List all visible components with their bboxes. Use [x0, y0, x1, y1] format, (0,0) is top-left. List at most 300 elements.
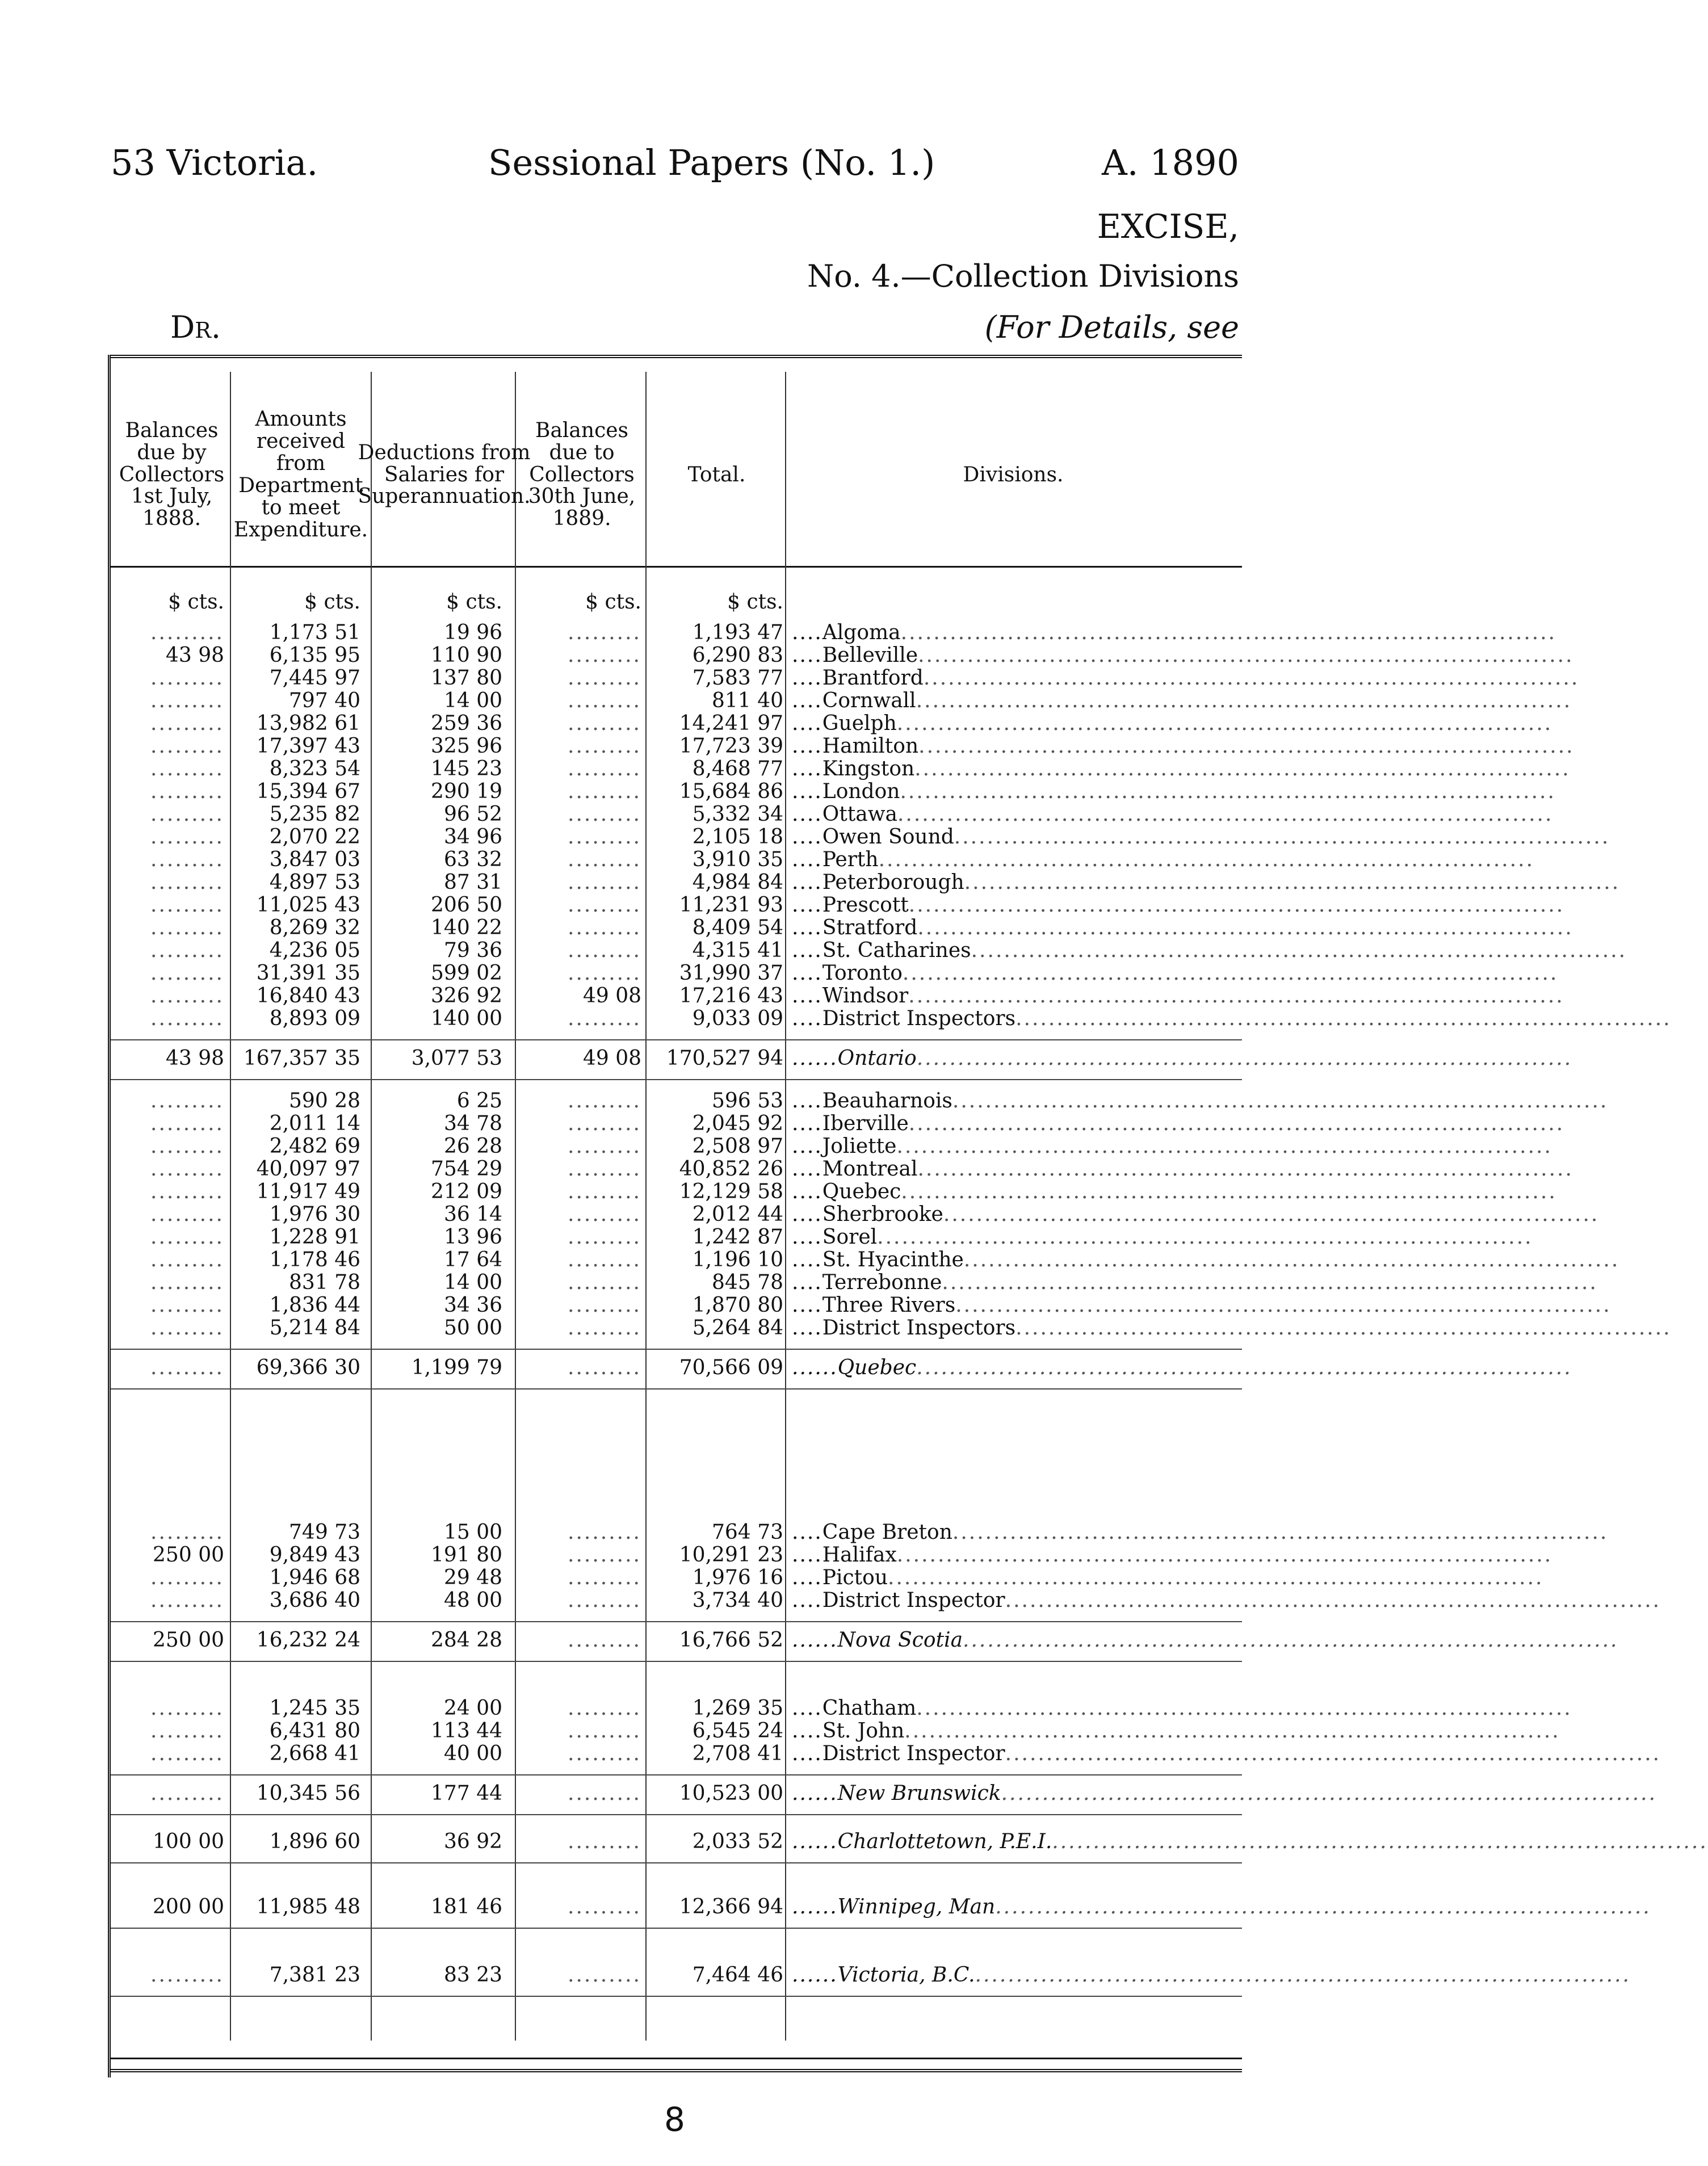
cell-value: 11,917 49 — [256, 1180, 360, 1203]
table-row — [111, 939, 1627, 962]
table-row — [111, 757, 1571, 780]
subtotal-rule — [111, 1621, 1242, 1622]
cell-leader-dots: ......... — [568, 1521, 641, 1544]
table-row — [111, 644, 1574, 667]
table-row — [111, 1203, 1600, 1226]
cell-value: 167,357 35 — [243, 1047, 360, 1070]
cell-value: 1,896 60 — [269, 1830, 360, 1853]
col-head-total: Total. — [687, 463, 746, 486]
table-row — [111, 734, 1575, 758]
cell-value: 8,323 54 — [269, 757, 360, 780]
division-label: ....Owen Sound................................................................................ — [792, 825, 1610, 849]
cell-value: 6,431 80 — [269, 1719, 360, 1743]
cell-leader-dots: ......... — [568, 1719, 641, 1743]
province-label: ......New Brunswick................................................................................ — [792, 1782, 1657, 1805]
cell-value: 177 44 — [431, 1782, 502, 1805]
cell-value: 13,982 61 — [256, 712, 360, 735]
division-label: ....Ottawa................................................................................ — [792, 803, 1554, 826]
cell-value: 1,173 51 — [269, 621, 360, 644]
subtotal-row — [111, 1356, 1572, 1379]
sessional-papers-header: Sessional Papers (No. 1.) — [488, 142, 935, 183]
division-label: ....Prescott................................................................................ — [792, 893, 1565, 917]
division-label: ....District Inspector................................................................................ — [792, 1589, 1661, 1612]
subtotal-row — [111, 1895, 1651, 1919]
division-name: Charlottetown, P.E.I. — [837, 1830, 1052, 1853]
division-label: ....St. Hyacinthe................................................................................ — [792, 1248, 1620, 1271]
cell-value: 40 00 — [443, 1742, 502, 1765]
cell-leader-dots: ......... — [568, 1628, 641, 1652]
cell-leader-dots: ......... — [568, 1271, 641, 1294]
table-row — [111, 1294, 1612, 1317]
province-label: ......Quebec................................................................................ — [792, 1356, 1572, 1379]
division-name: New Brunswick — [837, 1782, 1001, 1805]
cell-value: 2,508 97 — [692, 1135, 783, 1158]
subtotal-rule — [111, 1079, 1242, 1080]
cell-value: 8,269 32 — [269, 916, 360, 939]
division-label: ....Cape Breton................................................................................ — [792, 1521, 1609, 1544]
cell-value: 2,045 92 — [692, 1112, 783, 1135]
cell-leader-dots: ......... — [568, 1294, 641, 1317]
cell-leader-dots: ......... — [150, 848, 224, 871]
table-row — [111, 1521, 1609, 1544]
cell-leader-dots: ......... — [568, 939, 641, 962]
division-name: Prescott — [822, 893, 909, 917]
cell-value: 43 98 — [165, 1047, 224, 1070]
cell-value: 206 50 — [431, 893, 502, 917]
cell-leader-dots: ......... — [568, 1566, 641, 1589]
cell-leader-dots: ......... — [150, 1157, 224, 1181]
division-label: ....Beauharnois................................................................................ — [792, 1089, 1609, 1113]
table-subtitle: No. 4.—Collection Divisions — [807, 258, 1239, 294]
cell-leader-dots: ......... — [568, 916, 641, 939]
cell-leader-dots: ......... — [150, 871, 224, 894]
cell-leader-dots: ......... — [150, 757, 224, 780]
cell-value: 4,897 53 — [269, 871, 360, 894]
division-name: Kingston — [822, 757, 915, 780]
division-name: District Inspectors — [822, 1007, 1016, 1030]
cell-leader-dots: ......... — [568, 621, 641, 644]
cell-value: 36 92 — [443, 1830, 502, 1853]
subtotal-rule — [111, 1349, 1242, 1350]
cell-leader-dots: ......... — [150, 1007, 224, 1030]
table-row — [111, 621, 1557, 644]
table-row — [111, 689, 1572, 712]
cell-value: 48 00 — [443, 1589, 502, 1612]
division-name: District Inspectors — [822, 1316, 1016, 1340]
subtotal-row — [111, 1963, 1631, 1987]
cell-leader-dots: ......... — [150, 962, 224, 985]
cell-leader-dots: ......... — [150, 1112, 224, 1135]
table-row — [111, 1697, 1572, 1720]
subtotal-rule — [111, 1388, 1242, 1390]
table-row — [111, 962, 1559, 985]
cell-leader-dots: ......... — [150, 1589, 224, 1612]
cell-value: 15,394 67 — [256, 780, 360, 803]
division-label: ....Quebec................................................................................ — [792, 1180, 1557, 1203]
cell-leader-dots: ......... — [568, 803, 641, 826]
cell-leader-dots: ......... — [568, 1543, 641, 1567]
table-row — [111, 984, 1564, 1008]
division-label: ....Hamilton................................................................................ — [792, 734, 1575, 758]
details-note: (For Details, see — [984, 309, 1239, 345]
unit-label: $ cts. — [304, 590, 360, 614]
table-row — [111, 1543, 1553, 1567]
division-label: ....Brantford................................................................................ — [792, 666, 1580, 690]
cell-leader-dots: ......... — [150, 939, 224, 962]
cell-value: 43 98 — [165, 644, 224, 667]
cell-value: 170,527 94 — [666, 1047, 783, 1070]
cell-value: 8,468 77 — [692, 757, 783, 780]
division-label: ....Guelph................................................................................ — [792, 712, 1553, 735]
cell-value: 599 02 — [431, 962, 502, 985]
cell-leader-dots: ......... — [568, 689, 641, 712]
cell-value: 69,366 30 — [256, 1356, 360, 1379]
division-label: ....Toronto................................................................................ — [792, 962, 1559, 985]
table-row — [111, 1742, 1661, 1765]
session-header: 53 Victoria. — [111, 142, 318, 183]
table-row — [111, 1566, 1544, 1589]
cell-leader-dots: ......... — [150, 893, 224, 917]
cell-value: 3,910 35 — [692, 848, 783, 871]
cell-leader-dots: ......... — [568, 1203, 641, 1226]
subtotal-rule — [111, 1661, 1242, 1662]
cell-value: 3,686 40 — [269, 1589, 360, 1612]
cell-leader-dots: ......... — [150, 1521, 224, 1544]
cell-value: 596 53 — [712, 1089, 783, 1113]
cell-value: 831 78 — [289, 1271, 360, 1294]
cell-value: 34 36 — [443, 1294, 502, 1317]
cell-value: 16,232 24 — [256, 1628, 360, 1652]
division-name: Peterborough — [822, 871, 964, 894]
division-label: ....Pictou................................................................................ — [792, 1566, 1544, 1589]
subtotal-rule — [111, 1039, 1242, 1040]
cell-leader-dots: ......... — [150, 916, 224, 939]
cell-leader-dots: ......... — [150, 1356, 224, 1379]
division-name: Toronto — [822, 962, 903, 985]
division-name: Hamilton — [822, 734, 919, 758]
cell-value: 2,708 41 — [692, 1742, 783, 1765]
cell-value: 40,097 97 — [256, 1157, 360, 1181]
division-label: ....Stratford................................................................................ — [792, 916, 1573, 939]
table-row — [111, 871, 1621, 894]
cell-value: 145 23 — [431, 757, 502, 780]
division-name: Stratford — [822, 916, 918, 939]
cell-value: 11,025 43 — [256, 893, 360, 917]
cell-value: 49 08 — [582, 984, 641, 1008]
division-name: Cornwall — [822, 689, 916, 712]
division-name: Joliette — [822, 1135, 897, 1158]
cell-value: 14 00 — [443, 689, 502, 712]
cell-value: 40,852 26 — [679, 1157, 783, 1181]
cell-value: 4,236 05 — [269, 939, 360, 962]
cell-leader-dots: ......... — [568, 1248, 641, 1271]
cell-value: 3,847 03 — [269, 848, 360, 871]
cell-leader-dots: ......... — [150, 1180, 224, 1203]
cell-leader-dots: ......... — [568, 871, 641, 894]
cell-leader-dots: ......... — [150, 1248, 224, 1271]
cell-value: 326 92 — [431, 984, 502, 1008]
cell-value: 5,235 82 — [269, 803, 360, 826]
cell-value: 3,734 40 — [692, 1589, 783, 1612]
cell-value: 110 90 — [431, 644, 502, 667]
cell-value: 797 40 — [289, 689, 360, 712]
subtotal-rule — [111, 1814, 1242, 1815]
division-label: ....Kingston................................................................................ — [792, 757, 1571, 780]
cell-value: 6 25 — [456, 1089, 502, 1113]
cell-value: 845 78 — [712, 1271, 783, 1294]
division-label: ....Algoma................................................................................ — [792, 621, 1557, 644]
division-name: Sherbrooke — [822, 1203, 943, 1226]
cell-value: 325 96 — [431, 734, 502, 758]
table-row — [111, 1719, 1560, 1743]
unit-label: $ cts. — [446, 590, 502, 614]
cell-value: 113 44 — [431, 1719, 502, 1743]
division-label: ....Windsor................................................................................ — [792, 984, 1564, 1008]
table-row — [111, 1225, 1533, 1249]
subtotal-rule — [111, 1996, 1242, 1997]
division-name: Perth — [822, 848, 879, 871]
cell-leader-dots: ......... — [568, 1180, 641, 1203]
col-head-amounts-received: Amounts received from Department to meet Expenditure. — [233, 408, 368, 542]
cell-value: 1,976 30 — [269, 1203, 360, 1226]
cell-value: 2,105 18 — [692, 825, 783, 849]
cell-leader-dots: ......... — [568, 1089, 641, 1113]
cell-value: 100 00 — [153, 1830, 224, 1853]
cell-value: 754 29 — [431, 1157, 502, 1181]
cell-value: 83 23 — [443, 1963, 502, 1987]
bottom-rule — [111, 2058, 1242, 2059]
subtotal-rule — [111, 1862, 1242, 1863]
unit-label: $ cts. — [168, 590, 224, 614]
cell-value: 250 00 — [153, 1543, 224, 1567]
division-label: ....Halifax................................................................................ — [792, 1543, 1553, 1567]
cell-leader-dots: ......... — [568, 1782, 641, 1805]
cell-value: 17 64 — [443, 1248, 502, 1271]
subtotal-rule — [111, 1928, 1242, 1929]
division-name: Brantford — [822, 666, 924, 690]
department-title: EXCISE, — [1097, 207, 1239, 246]
cell-value: 284 28 — [431, 1628, 502, 1652]
cell-value: 29 48 — [443, 1566, 502, 1589]
cell-value: 17,216 43 — [679, 984, 783, 1008]
cell-value: 191 80 — [431, 1543, 502, 1567]
cell-value: 1,242 87 — [692, 1225, 783, 1249]
cell-leader-dots: ......... — [568, 893, 641, 917]
cell-leader-dots: ......... — [150, 1225, 224, 1249]
table-row — [111, 1157, 1573, 1181]
cell-value: 3,077 53 — [411, 1047, 502, 1070]
cell-value: 2,482 69 — [269, 1135, 360, 1158]
table-row — [111, 825, 1610, 849]
top-rule — [111, 355, 1242, 358]
table-row — [111, 1180, 1557, 1203]
division-name: Ontario — [837, 1047, 917, 1070]
division-label: ....Joliette................................................................................ — [792, 1135, 1552, 1158]
cell-value: 590 28 — [289, 1089, 360, 1113]
cell-leader-dots: ......... — [568, 712, 641, 735]
cell-leader-dots: ......... — [568, 1135, 641, 1158]
division-name: Cape Breton — [822, 1521, 952, 1544]
cell-leader-dots: ......... — [568, 1316, 641, 1340]
cell-value: 10,523 00 — [679, 1782, 783, 1805]
division-label: ....District Inspector................................................................................ — [792, 1742, 1661, 1765]
cell-value: 4,984 84 — [692, 871, 783, 894]
division-label: ....Sherbrooke................................................................................ — [792, 1203, 1600, 1226]
unit-label: $ cts. — [585, 590, 641, 614]
cell-value: 50 00 — [443, 1316, 502, 1340]
table-row — [111, 1007, 1672, 1030]
division-name: Beauharnois — [822, 1089, 952, 1113]
cell-leader-dots: ......... — [568, 1697, 641, 1720]
cell-value: 5,264 84 — [692, 1316, 783, 1340]
cell-value: 2,070 22 — [269, 825, 360, 849]
cell-leader-dots: ......... — [568, 962, 641, 985]
table-row — [111, 1271, 1598, 1294]
cell-value: 1,245 35 — [269, 1697, 360, 1720]
cell-leader-dots: ......... — [150, 1294, 224, 1317]
province-label: ......Nova Scotia................................................................................ — [792, 1628, 1619, 1652]
division-name: Windsor — [822, 984, 909, 1008]
cell-value: 10,345 56 — [256, 1782, 360, 1805]
table-row — [111, 916, 1573, 939]
cell-value: 212 09 — [431, 1180, 502, 1203]
cell-value: 1,193 47 — [692, 621, 783, 644]
cell-leader-dots: ......... — [568, 1895, 641, 1919]
division-name: London — [822, 780, 900, 803]
division-name: Montreal — [822, 1157, 918, 1181]
cell-leader-dots: ......... — [568, 780, 641, 803]
cell-leader-dots: ......... — [568, 825, 641, 849]
subtotal-row — [111, 1782, 1657, 1805]
division-name: Ottawa — [822, 803, 897, 826]
cell-value: 764 73 — [712, 1521, 783, 1544]
division-label: ....Belleville................................................................................ — [792, 644, 1574, 667]
cell-leader-dots: ......... — [150, 1316, 224, 1340]
division-name: Three Rivers — [822, 1294, 956, 1317]
year-header: A. 1890 — [1102, 142, 1239, 183]
cell-value: 12,366 94 — [679, 1895, 783, 1919]
table-row — [111, 1248, 1620, 1271]
cell-value: 7,445 97 — [269, 666, 360, 690]
cell-value: 34 78 — [443, 1112, 502, 1135]
division-label: ....Peterborough................................................................................ — [792, 871, 1621, 894]
province-label: ......Charlottetown, P.E.I................................................................................. — [792, 1830, 1708, 1853]
cell-value: 259 36 — [431, 712, 502, 735]
cell-value: 31,990 37 — [679, 962, 783, 985]
table-row — [111, 780, 1556, 803]
cell-value: 15 00 — [443, 1521, 502, 1544]
cell-value: 8,893 09 — [269, 1007, 360, 1030]
subtotal-row — [111, 1047, 1573, 1070]
cell-value: 5,332 34 — [692, 803, 783, 826]
cell-value: 9,033 09 — [692, 1007, 783, 1030]
cell-value: 9,849 43 — [269, 1543, 360, 1567]
cell-value: 96 52 — [443, 803, 502, 826]
province-label: ......Victoria, B.C................................................................................. — [792, 1963, 1631, 1987]
cell-leader-dots: ......... — [150, 712, 224, 735]
cell-value: 1,836 44 — [269, 1294, 360, 1317]
subtotal-rule — [111, 1774, 1242, 1775]
cell-value: 6,135 95 — [269, 644, 360, 667]
cell-value: 1,178 46 — [269, 1248, 360, 1271]
cell-value: 1,199 79 — [411, 1356, 502, 1379]
table-row — [111, 1135, 1552, 1158]
division-name: Sorel — [822, 1225, 878, 1249]
cell-value: 137 80 — [431, 666, 502, 690]
subtotal-row — [111, 1830, 1708, 1853]
division-name: Guelph — [822, 712, 897, 735]
header-rule — [111, 566, 1242, 568]
cell-leader-dots: ......... — [150, 734, 224, 758]
cell-leader-dots: ......... — [150, 825, 224, 849]
cell-value: 6,290 83 — [692, 644, 783, 667]
cell-value: 4,315 41 — [692, 939, 783, 962]
debit-label: Dr. — [170, 309, 221, 345]
division-label: ....Sorel................................................................................ — [792, 1225, 1533, 1249]
cell-value: 2,011 14 — [269, 1112, 360, 1135]
division-label: ....Montreal................................................................................ — [792, 1157, 1573, 1181]
division-label: ....Iberville................................................................................ — [792, 1112, 1565, 1135]
cell-leader-dots: ......... — [568, 1742, 641, 1765]
division-name: Nova Scotia — [837, 1628, 963, 1652]
division-name: Victoria, B.C. — [837, 1963, 975, 1987]
subtotal-row — [111, 1628, 1619, 1652]
division-label: ....St. Catharines................................................................................ — [792, 939, 1627, 962]
col-head-divisions: Divisions. — [963, 463, 1064, 486]
cell-value: 7,583 77 — [692, 666, 783, 690]
cell-value: 36 14 — [443, 1203, 502, 1226]
cell-value: 79 36 — [443, 939, 502, 962]
division-name: St. John — [822, 1719, 905, 1743]
division-name: Quebec — [822, 1180, 901, 1203]
cell-value: 17,397 43 — [256, 734, 360, 758]
col-head-balances-due-to: Balances due to Collectors 30th June, 1889. — [528, 418, 636, 531]
cell-value: 63 32 — [443, 848, 502, 871]
cell-value: 6,545 24 — [692, 1719, 783, 1743]
cell-leader-dots: ......... — [568, 644, 641, 667]
cell-value: 1,946 68 — [269, 1566, 360, 1589]
division-name: St. Catharines — [822, 939, 971, 962]
cell-value: 290 19 — [431, 780, 502, 803]
division-label: ....Perth................................................................................ — [792, 848, 1535, 871]
division-label: ....Chatham................................................................................ — [792, 1697, 1572, 1720]
cell-value: 200 00 — [153, 1895, 224, 1919]
table-row — [111, 1589, 1661, 1612]
cell-leader-dots: ......... — [150, 803, 224, 826]
col-head-balances-due-by: Balances due by Collectors 1st July, 1888. — [119, 418, 225, 531]
col-head-deductions: Deductions from Salaries for Superannuation. — [358, 440, 531, 509]
cell-value: 15,684 86 — [679, 780, 783, 803]
cell-leader-dots: ......... — [568, 666, 641, 690]
cell-value: 31,391 35 — [256, 962, 360, 985]
bottom-double-rule — [111, 2069, 1242, 2072]
province-label: ......Ontario................................................................................ — [792, 1047, 1573, 1070]
cell-value: 8,409 54 — [692, 916, 783, 939]
cell-value: 7,381 23 — [269, 1963, 360, 1987]
cell-leader-dots: ......... — [568, 734, 641, 758]
cell-leader-dots: ......... — [568, 1007, 641, 1030]
cell-leader-dots: ......... — [150, 621, 224, 644]
cell-leader-dots: ......... — [150, 1089, 224, 1113]
cell-leader-dots: ......... — [150, 1566, 224, 1589]
table-row — [111, 893, 1565, 917]
cell-value: 2,668 41 — [269, 1742, 360, 1765]
cell-leader-dots: ......... — [568, 1356, 641, 1379]
division-name: Owen Sound — [822, 825, 954, 849]
cell-value: 87 31 — [443, 871, 502, 894]
division-name: Pictou — [822, 1566, 888, 1589]
cell-value: 2,033 52 — [692, 1830, 783, 1853]
